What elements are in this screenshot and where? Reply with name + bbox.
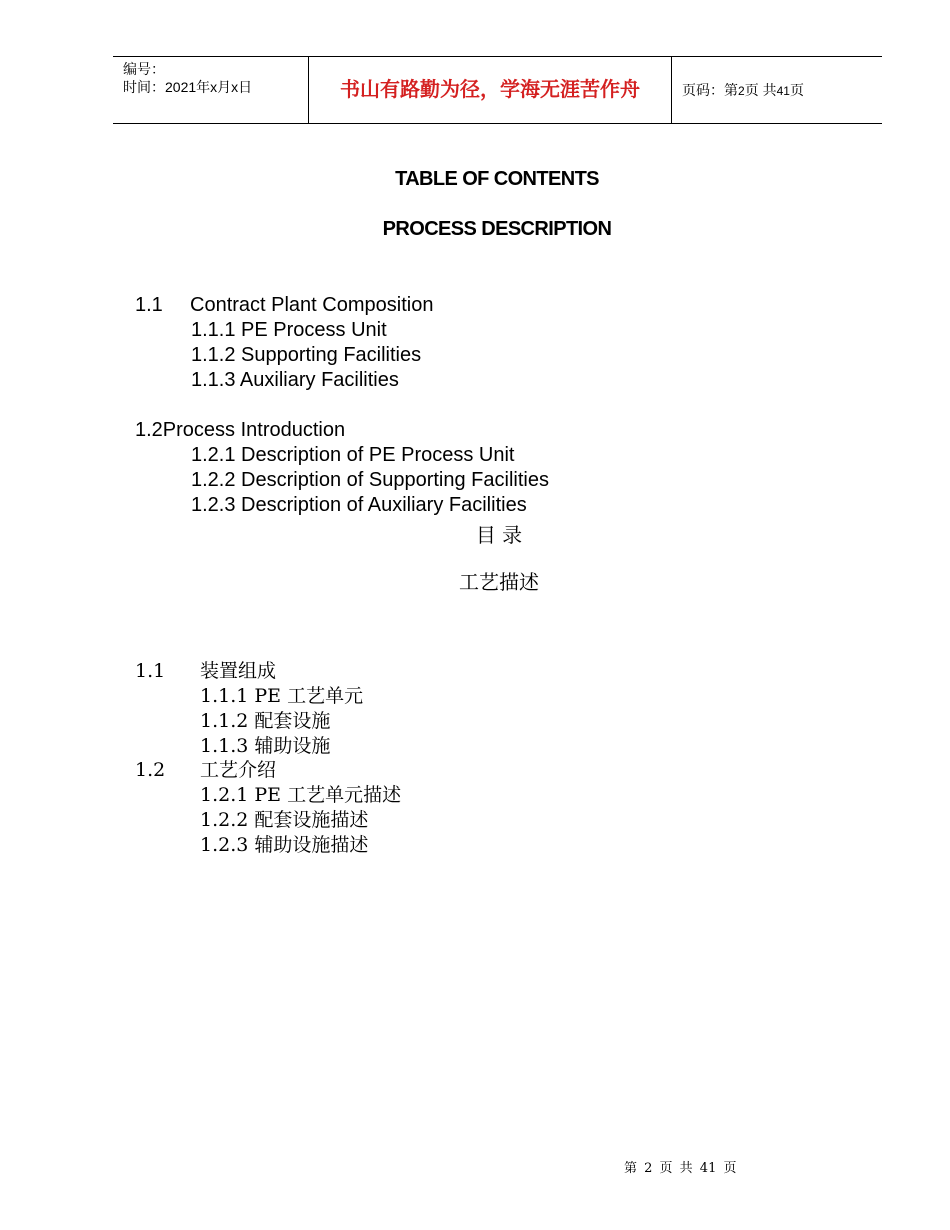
page-prefix: 页码：第 xyxy=(682,82,738,98)
page-footer: 第 2 页 共 41 页 xyxy=(624,1161,737,1176)
cn-toc-entry-1-1-1: 1.1.1 PE 工艺单元 xyxy=(200,685,364,707)
cn-toc-entry-1-1-title: 装置组成 xyxy=(200,660,277,682)
cn-toc-entry-1-2-2: 1.2.2 配套设施描述 xyxy=(200,809,369,831)
cn-toc-entry-1-1-3: 1.1.3 辅助设施 xyxy=(200,735,331,757)
toc-entry-1-2-2: 1.2.2 Description of Supporting Facilities xyxy=(191,469,549,491)
cn-toc-entry-1-2-number: 1.2 xyxy=(135,759,166,781)
toc-entry-1-1-1: 1.1.1 PE Process Unit xyxy=(191,319,387,341)
header-motto-cell xyxy=(309,57,672,123)
toc-entry-1-2: 1.2Process Introduction xyxy=(135,419,346,441)
header-page-info xyxy=(682,81,804,100)
page-header xyxy=(113,56,882,124)
toc-entry-1-1-number: 1.1 xyxy=(135,294,163,316)
cn-toc-entry-1-2-1: 1.2.1 PE 工艺单元描述 xyxy=(200,784,402,806)
document-time-label: 时间：2021年x月x日 xyxy=(123,79,253,95)
toc-entry-1-1-3: 1.1.3 Auxiliary Facilities xyxy=(191,369,399,391)
cn-toc-entry-1-2-title: 工艺介绍 xyxy=(200,759,277,781)
header-motto: 书山有路勤为径，学海无涯苦作舟 xyxy=(340,79,640,101)
document-number-label: 编号： xyxy=(123,61,165,77)
cn-toc-entry-1-2-3: 1.2.3 辅助设施描述 xyxy=(200,834,369,856)
header-info-cell xyxy=(113,57,309,123)
cn-toc-entry-1-1-2: 1.1.2 配套设施 xyxy=(200,710,331,732)
toc-entry-1-1-2: 1.1.2 Supporting Facilities xyxy=(191,344,422,366)
toc-entry-1-2-1: 1.2.1 Description of PE Process Unit xyxy=(191,444,515,466)
toc-entry-1-1-title: Contract Plant Composition xyxy=(190,294,434,316)
header-page-cell xyxy=(672,57,882,123)
toc-title: TABLE OF CONTENTS xyxy=(395,168,599,190)
cn-toc-entry-1-1-number: 1.1 xyxy=(135,660,166,682)
cn-toc-subtitle: 工艺描述 xyxy=(459,570,539,594)
page-number: 2 xyxy=(738,84,745,98)
toc-entry-1-2-3: 1.2.3 Description of Auxiliary Facilities xyxy=(191,494,527,516)
toc-subtitle: PROCESS DESCRIPTION xyxy=(382,218,612,240)
page-total: 41 xyxy=(776,84,790,98)
cn-toc-title: 目 录 xyxy=(475,523,523,547)
page-mid: 页 共 xyxy=(744,82,777,98)
page-suffix: 页 xyxy=(789,82,804,98)
